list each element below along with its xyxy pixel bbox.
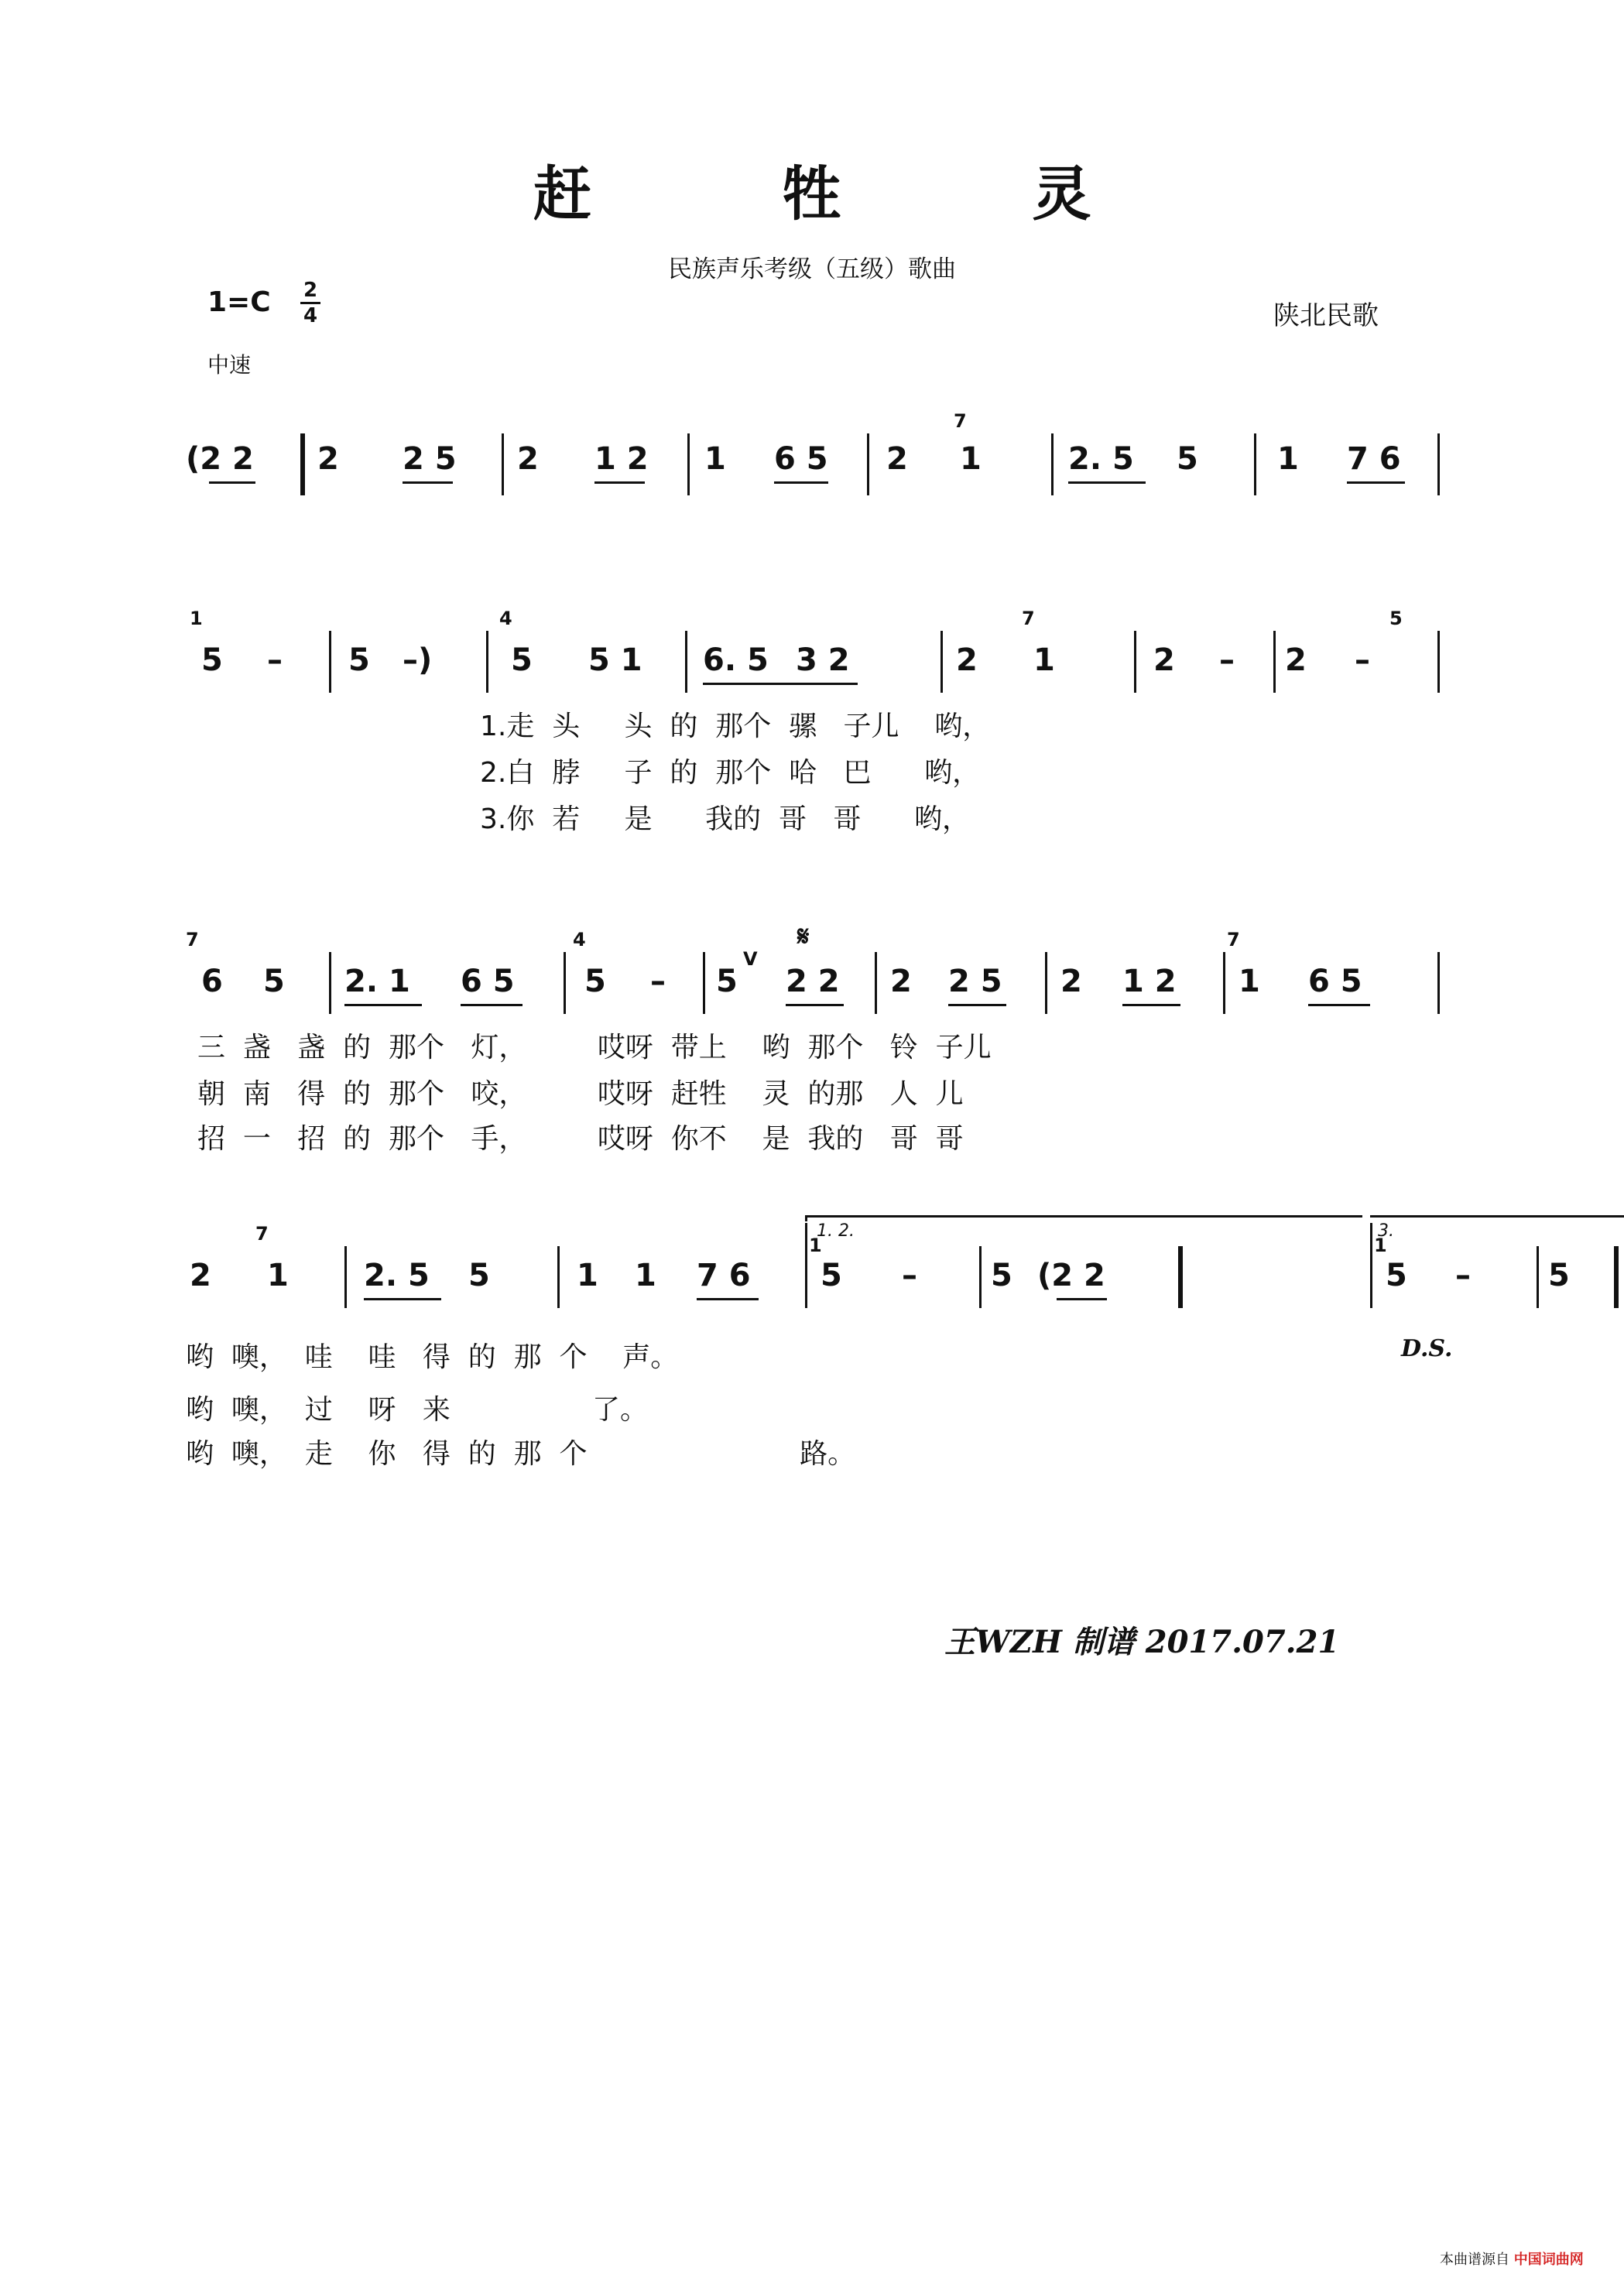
- note: –): [403, 642, 433, 678]
- note: 2. 5: [1068, 441, 1134, 477]
- note: 7 6: [697, 1258, 751, 1293]
- volta-label: 1. 2.: [817, 1221, 855, 1241]
- barline: [875, 952, 877, 1014]
- note: 2: [886, 441, 908, 477]
- note: 1: [960, 441, 982, 477]
- note: (2 2: [1037, 1258, 1105, 1293]
- beam: [364, 1298, 441, 1300]
- grace-note: 7: [255, 1223, 269, 1245]
- note: 5: [1177, 441, 1198, 477]
- tempo-marking: 中速: [207, 352, 252, 378]
- repeat-start-barline: [300, 433, 305, 495]
- note: 5: [991, 1258, 1012, 1293]
- note: 2: [190, 1258, 211, 1293]
- barline: [687, 433, 690, 495]
- song-subtitle: 民族声乐考级（五级）歌曲: [668, 255, 956, 283]
- note: 5: [511, 642, 533, 678]
- barline: [703, 952, 705, 1014]
- note: 1: [635, 1258, 656, 1293]
- barline: [329, 631, 331, 693]
- final-barline: [1614, 1246, 1619, 1308]
- key-signature: 1=C: [207, 286, 271, 318]
- lyric-line: 3.你 若 是 我的 哥 哥 哟，: [480, 803, 970, 835]
- note: 2 2: [786, 964, 840, 999]
- note: 2: [956, 642, 978, 678]
- note: 5: [821, 1258, 842, 1293]
- note: 2: [890, 964, 912, 999]
- note: 6 5: [1308, 964, 1362, 999]
- barline: [1537, 1246, 1539, 1308]
- note: 2: [317, 441, 339, 477]
- barline: [940, 631, 943, 693]
- barline: [1051, 433, 1054, 495]
- beam: [209, 481, 255, 484]
- beam: [697, 1298, 759, 1300]
- beam: [344, 1004, 422, 1006]
- barline: [344, 1246, 347, 1308]
- barline: [329, 952, 331, 1014]
- time-signature: [300, 280, 320, 326]
- lyric-line: 哟 噢， 走 你 得 的 那 个 路。: [186, 1438, 856, 1470]
- transcriber-signature: 王WZH 制谱 2017.07.21: [944, 1624, 1340, 1660]
- grace-note: 5: [1389, 608, 1403, 629]
- grace-note: 7: [1227, 929, 1240, 950]
- note: 2: [1153, 642, 1175, 678]
- note: 1: [1239, 964, 1260, 999]
- barline: [1254, 433, 1256, 495]
- note: 1 2: [594, 441, 649, 477]
- note: –: [902, 1258, 917, 1293]
- barline: [1134, 631, 1136, 693]
- note: 5: [263, 964, 285, 999]
- lyric-line: 哟 噢， 过 呀 来 了。: [186, 1394, 648, 1426]
- beam: [774, 481, 828, 484]
- beam: [403, 481, 453, 484]
- grace-note: 1: [190, 608, 203, 629]
- note: 2: [1285, 642, 1307, 678]
- note: 1: [577, 1258, 598, 1293]
- barline: [486, 631, 488, 693]
- song-title: 赶 牲 灵: [533, 159, 1177, 228]
- barline: [1223, 952, 1225, 1014]
- note: 5: [716, 964, 738, 999]
- beam: [1308, 1004, 1370, 1006]
- note: 5: [584, 964, 606, 999]
- footer-site-link[interactable]: 中国词曲网: [1513, 2252, 1584, 2268]
- note: 6 5: [774, 441, 828, 477]
- note: 5: [1548, 1258, 1570, 1293]
- beam: [1122, 1004, 1180, 1006]
- beam: [461, 1004, 522, 1006]
- barline: [502, 433, 504, 495]
- note: 5: [468, 1258, 490, 1293]
- source-footer: [1440, 2248, 1584, 2269]
- barline: [979, 1246, 982, 1308]
- grace-note: 4: [499, 608, 512, 629]
- volta-line: [1370, 1215, 1624, 1218]
- note: 2: [1060, 964, 1082, 999]
- lyric-line: 哟 噢， 哇 哇 得 的 那 个 声。: [186, 1341, 679, 1373]
- note: 7 6: [1347, 441, 1401, 477]
- note: (2 2: [186, 441, 254, 477]
- lyric-line: 1.走 头 头 的 那个 骡 子儿 哟，: [480, 711, 991, 742]
- barline: [1437, 952, 1440, 1014]
- volta-line: [805, 1215, 1362, 1218]
- grace-note: 1: [1374, 1235, 1387, 1256]
- note: 2 5: [403, 441, 457, 477]
- time-denominator: 4: [303, 304, 318, 327]
- barline: [1437, 433, 1440, 495]
- barline: [1437, 631, 1440, 693]
- note: 5 1: [588, 642, 642, 678]
- note: 2: [517, 441, 539, 477]
- barline: [685, 631, 687, 693]
- lyric-line: 招 一 招 的 那个 手， 哎呀 你不 是 我的 哥 哥: [197, 1123, 964, 1155]
- barline: [1273, 631, 1276, 693]
- breath-mark: V: [743, 948, 758, 970]
- barline: [867, 433, 869, 495]
- note: –: [650, 964, 666, 999]
- staff-system-1: [186, 410, 1448, 573]
- beam: [1057, 1298, 1107, 1300]
- note: 1: [704, 441, 726, 477]
- note: 1: [1033, 642, 1055, 678]
- lyric-line: 朝 南 得 的 那个 咬， 哎呀 赶牲 灵 的那 人 儿: [197, 1078, 964, 1110]
- note: 1: [1277, 441, 1299, 477]
- note: –: [1219, 642, 1235, 678]
- note: 2. 5: [364, 1258, 430, 1293]
- composer: 陕北民歌: [1273, 300, 1379, 331]
- beam: [594, 481, 645, 484]
- barline: [805, 1223, 807, 1308]
- grace-note: 4: [573, 929, 586, 950]
- barline: [557, 1246, 560, 1308]
- beam: [1347, 481, 1405, 484]
- note: 3 2: [796, 642, 850, 678]
- dal-segno-marking: D.S.: [1401, 1335, 1453, 1362]
- note: 6. 5: [703, 642, 769, 678]
- grace-note: 7: [954, 410, 967, 432]
- note: –: [267, 642, 283, 678]
- lyric-line: 2.白 脖 子 的 那个 哈 巴 哟，: [480, 757, 981, 789]
- note: –: [1455, 1258, 1471, 1293]
- note: 2. 1: [344, 964, 410, 999]
- segno-sign: 𝄋: [797, 921, 810, 953]
- note: 5: [201, 642, 223, 678]
- lyric-line: 三 盏 盏 的 那个 灯， 哎呀 带上 哟 那个 铃 子儿: [197, 1032, 992, 1063]
- footer-prefix: 本曲谱源自: [1440, 2252, 1509, 2268]
- grace-note: 7: [1022, 608, 1035, 629]
- note: 1: [267, 1258, 289, 1293]
- note: 5: [1386, 1258, 1407, 1293]
- beam: [1068, 481, 1146, 484]
- barline: [564, 952, 566, 1014]
- note: 6: [201, 964, 223, 999]
- repeat-end-barline: [1178, 1246, 1183, 1308]
- volta-label: 3.: [1378, 1221, 1394, 1241]
- note: 6 5: [461, 964, 515, 999]
- beam: [786, 1004, 844, 1006]
- barline: [1045, 952, 1047, 1014]
- note: –: [1355, 642, 1370, 678]
- note: 1 2: [1122, 964, 1177, 999]
- barline: [1370, 1223, 1372, 1308]
- grace-note: 1: [809, 1235, 822, 1256]
- grace-note: 7: [186, 929, 199, 950]
- note: 2 5: [948, 964, 1002, 999]
- beam: [703, 683, 858, 685]
- time-numerator: 2: [303, 279, 318, 302]
- note: 5: [348, 642, 370, 678]
- beam: [948, 1004, 1006, 1006]
